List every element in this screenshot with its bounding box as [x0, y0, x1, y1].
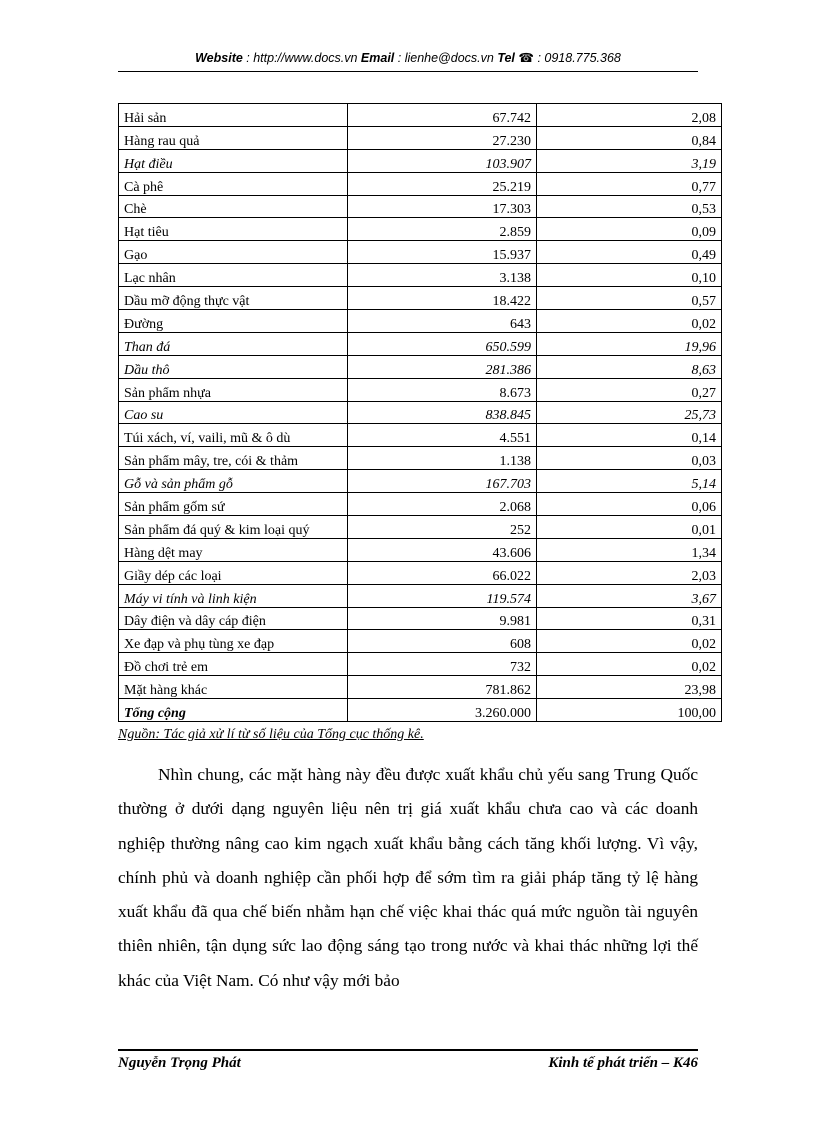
table-row [119, 630, 722, 653]
item-percent-cell: 19,96 [537, 332, 722, 355]
table-row [119, 607, 722, 630]
export-table-body [119, 104, 722, 722]
table-row [119, 332, 722, 355]
item-percent-cell: 0,03 [537, 447, 722, 470]
item-value-cell: 608 [348, 630, 537, 653]
item-percent-cell: 25,73 [537, 401, 722, 424]
footer-course: Kinh tế phát triển – K46 [548, 1055, 698, 1071]
item-percent-cell: 5,14 [537, 470, 722, 493]
item-percent-cell: 3,67 [537, 584, 722, 607]
table-row [119, 310, 722, 333]
item-name-cell: Cao su [119, 401, 348, 424]
item-value-cell: 281.386 [348, 355, 537, 378]
item-name-cell: Sản phẩm đá quý & kim loại quý [119, 516, 348, 539]
email-address[interactable]: : lienhe@docs.vn [394, 51, 498, 65]
header-divider [118, 71, 698, 72]
item-value-cell: 781.862 [348, 676, 537, 699]
table-row [119, 653, 722, 676]
item-value-cell: 1.138 [348, 447, 537, 470]
item-value-cell: 2.068 [348, 493, 537, 516]
item-name-cell: Mặt hàng khác [119, 676, 348, 699]
total-value-cell: 3.260.000 [348, 699, 537, 722]
item-percent-cell: 0,09 [537, 218, 722, 241]
item-value-cell: 2.859 [348, 218, 537, 241]
item-name-cell: Hàng dệt may [119, 538, 348, 561]
item-percent-cell: 0,31 [537, 607, 722, 630]
website-label: Website [195, 51, 243, 65]
item-value-cell: 66.022 [348, 561, 537, 584]
item-value-cell: 25.219 [348, 172, 537, 195]
item-value-cell: 650.599 [348, 332, 537, 355]
item-percent-cell: 2,08 [537, 104, 722, 127]
item-name-cell: Hạt tiêu [119, 218, 348, 241]
table-source-note: Nguồn: Tác giả xử lí từ số liệu của Tổng cục thống kê. [118, 727, 424, 742]
table-row [119, 561, 722, 584]
footer-author: Nguyễn Trọng Phát [118, 1055, 241, 1071]
item-value-cell: 8.673 [348, 378, 537, 401]
email-label: Email [360, 51, 395, 65]
item-name-cell: Dầu thô [119, 355, 348, 378]
table-row [119, 516, 722, 539]
item-name-cell: Đường [119, 310, 348, 333]
item-name-cell: Máy vi tính và linh kiện [119, 584, 348, 607]
table-row [119, 378, 722, 401]
table-row [119, 355, 722, 378]
item-value-cell: 17.303 [348, 195, 537, 218]
item-value-cell: 732 [348, 653, 537, 676]
item-name-cell: Cà phê [119, 172, 348, 195]
total-label-cell: Tổng cộng [119, 699, 348, 722]
item-value-cell: 67.742 [348, 104, 537, 127]
item-percent-cell: 0,27 [537, 378, 722, 401]
table-row [119, 264, 722, 287]
body-paragraph: Nhìn chung, các mặt hàng này đều được xuất khẩu chủ yếu sang Trung Quốc thường ở dưới dạng nguyên liệu nên trị giá xuất khẩu chưa cao và các doanh nghiệp thường nâng cao kim ngạch xuất khẩu bằng cách tăng khối lượng. Vì vậy, chính phủ và doanh nghiệp cần phối hợp để sớm tìm ra giải pháp tăng tỷ lệ hàng xuất khẩu đã qua chế biến nhằm hạn chế việc khai thác quá mức nguồn tài nguyên thiên nhiên, tận dụng sức lao động sáng tạo trong nước và khai thác những lợi thế khác của Việt Nam. Có như vậy mới bảo [118, 765, 698, 990]
footer-divider [118, 1049, 698, 1051]
export-table [118, 103, 722, 722]
table-row [119, 104, 722, 127]
item-name-cell: Chè [119, 195, 348, 218]
item-percent-cell: 1,34 [537, 538, 722, 561]
item-value-cell: 167.703 [348, 470, 537, 493]
website-url[interactable]: : http://www.docs.vn [242, 51, 361, 65]
item-value-cell: 43.606 [348, 538, 537, 561]
table-row [119, 241, 722, 264]
item-name-cell: Xe đạp và phụ tùng xe đạp [119, 630, 348, 653]
item-percent-cell: 8,63 [537, 355, 722, 378]
item-percent-cell: 0,01 [537, 516, 722, 539]
item-name-cell: Túi xách, ví, vaili, mũ & ô dù [119, 424, 348, 447]
item-percent-cell: 0,53 [537, 195, 722, 218]
phone-icon: ☎ [518, 51, 534, 65]
item-name-cell: Hàng rau quả [119, 126, 348, 149]
table-row [119, 447, 722, 470]
table-row [119, 493, 722, 516]
total-percent-cell: 100,00 [537, 699, 722, 722]
item-percent-cell: 0,57 [537, 287, 722, 310]
table-row [119, 401, 722, 424]
item-percent-cell: 23,98 [537, 676, 722, 699]
item-percent-cell: 0,84 [537, 126, 722, 149]
item-name-cell: Gạo [119, 241, 348, 264]
item-percent-cell: 0,02 [537, 630, 722, 653]
item-name-cell: Giầy dép các loại [119, 561, 348, 584]
table-row [119, 676, 722, 699]
item-value-cell: 119.574 [348, 584, 537, 607]
table-row [119, 218, 722, 241]
item-name-cell: Lạc nhân [119, 264, 348, 287]
item-percent-cell: 0,02 [537, 653, 722, 676]
tel-number: : 0918.775.368 [533, 51, 621, 65]
item-percent-cell: 2,03 [537, 561, 722, 584]
item-percent-cell: 3,19 [537, 149, 722, 172]
table-row [119, 538, 722, 561]
page-header [118, 50, 698, 65]
item-name-cell: Đồ chơi trẻ em [119, 653, 348, 676]
item-name-cell: Dầu mỡ động thực vật [119, 287, 348, 310]
item-percent-cell: 0,77 [537, 172, 722, 195]
table-row [119, 470, 722, 493]
table-row [119, 195, 722, 218]
item-value-cell: 252 [348, 516, 537, 539]
item-name-cell: Hạt điều [119, 149, 348, 172]
table-row [119, 287, 722, 310]
item-name-cell: Sản phẩm mây, tre, cói & thảm [119, 447, 348, 470]
item-percent-cell: 0,10 [537, 264, 722, 287]
table-row [119, 126, 722, 149]
item-percent-cell: 0,06 [537, 493, 722, 516]
item-value-cell: 3.138 [348, 264, 537, 287]
item-value-cell: 103.907 [348, 149, 537, 172]
table-row [119, 172, 722, 195]
item-value-cell: 27.230 [348, 126, 537, 149]
item-name-cell: Sản phẩm gốm sứ [119, 493, 348, 516]
item-value-cell: 4.551 [348, 424, 537, 447]
table-total-row [119, 699, 722, 722]
table-row [119, 149, 722, 172]
item-value-cell: 18.422 [348, 287, 537, 310]
item-name-cell: Sản phẩm nhựa [119, 378, 348, 401]
item-percent-cell: 0,49 [537, 241, 722, 264]
item-value-cell: 838.845 [348, 401, 537, 424]
item-percent-cell: 0,02 [537, 310, 722, 333]
item-value-cell: 9.981 [348, 607, 537, 630]
item-name-cell: Hải sản [119, 104, 348, 127]
item-name-cell: Gỗ và sản phẩm gỗ [119, 470, 348, 493]
item-value-cell: 643 [348, 310, 537, 333]
item-name-cell: Than đá [119, 332, 348, 355]
tel-label: Tel [497, 51, 515, 65]
table-row [119, 584, 722, 607]
item-percent-cell: 0,14 [537, 424, 722, 447]
item-value-cell: 15.937 [348, 241, 537, 264]
table-row [119, 424, 722, 447]
item-name-cell: Dây điện và dây cáp điện [119, 607, 348, 630]
